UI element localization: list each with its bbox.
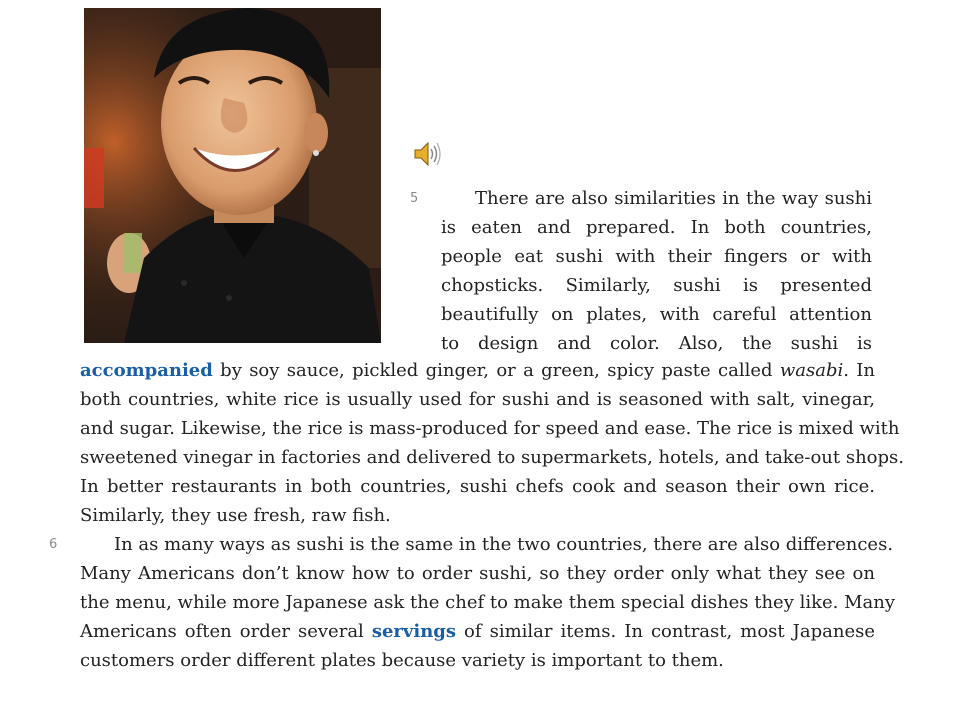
paragraph-6 [80, 530, 896, 675]
text-line: both countries, white rice is usually used for sushi and is seasoned with salt, vinegar, [80, 389, 875, 410]
paragraph-5-full [80, 356, 904, 530]
paragraph-number-5: 5 [410, 191, 419, 206]
chef-photo [84, 8, 381, 343]
text-line: to design and color. Also, the sushi is [441, 333, 872, 354]
vocab-word-servings[interactable]: servings [371, 621, 457, 642]
audio-speaker-icon[interactable] [412, 139, 442, 169]
text-line: and sugar. Likewise, the rice is mass-produced for speed and ease. The rice is mixed with [80, 418, 900, 439]
text-line: In better restaurants in both countries, sushi chefs cook and season their own rice. [80, 476, 875, 497]
paragraph-number-6: 6 [49, 537, 58, 552]
text-line: people eat sushi with their fingers or with [441, 246, 872, 267]
text-line: Americans often order several servings of similar items. In contrast, most Japanese [80, 621, 875, 642]
text-line: chopsticks. Similarly, sushi is presented [441, 275, 872, 296]
text-line: customers order different plates because variety is important to them. [80, 650, 724, 671]
text-line: the menu, while more Japanese ask the chef to make them special dishes they like. Many [80, 592, 896, 613]
vocab-word-accompanied[interactable]: accompanied [80, 360, 213, 381]
text-line: There are also similarities in the way sushi [475, 188, 872, 209]
text-line: sweetened vinegar in factories and delivered to supermarkets, hotels, and take-out shops. [80, 447, 904, 468]
text-line: accompanied by soy sauce, pickled ginger, or a green, spicy paste called wasabi. In [80, 360, 875, 381]
text-line: In as many ways as sushi is the same in the two countries, there are also differences. [114, 534, 894, 555]
text-line: beautifully on plates, with careful attention [441, 304, 872, 325]
text-line: Similarly, they use fresh, raw fish. [80, 505, 391, 526]
text-line: Many Americans don’t know how to order sushi, so they order only what they see on [80, 563, 875, 584]
text-line: is eaten and prepared. In both countries, [441, 217, 872, 238]
paragraph-5-wrapped [441, 184, 872, 358]
